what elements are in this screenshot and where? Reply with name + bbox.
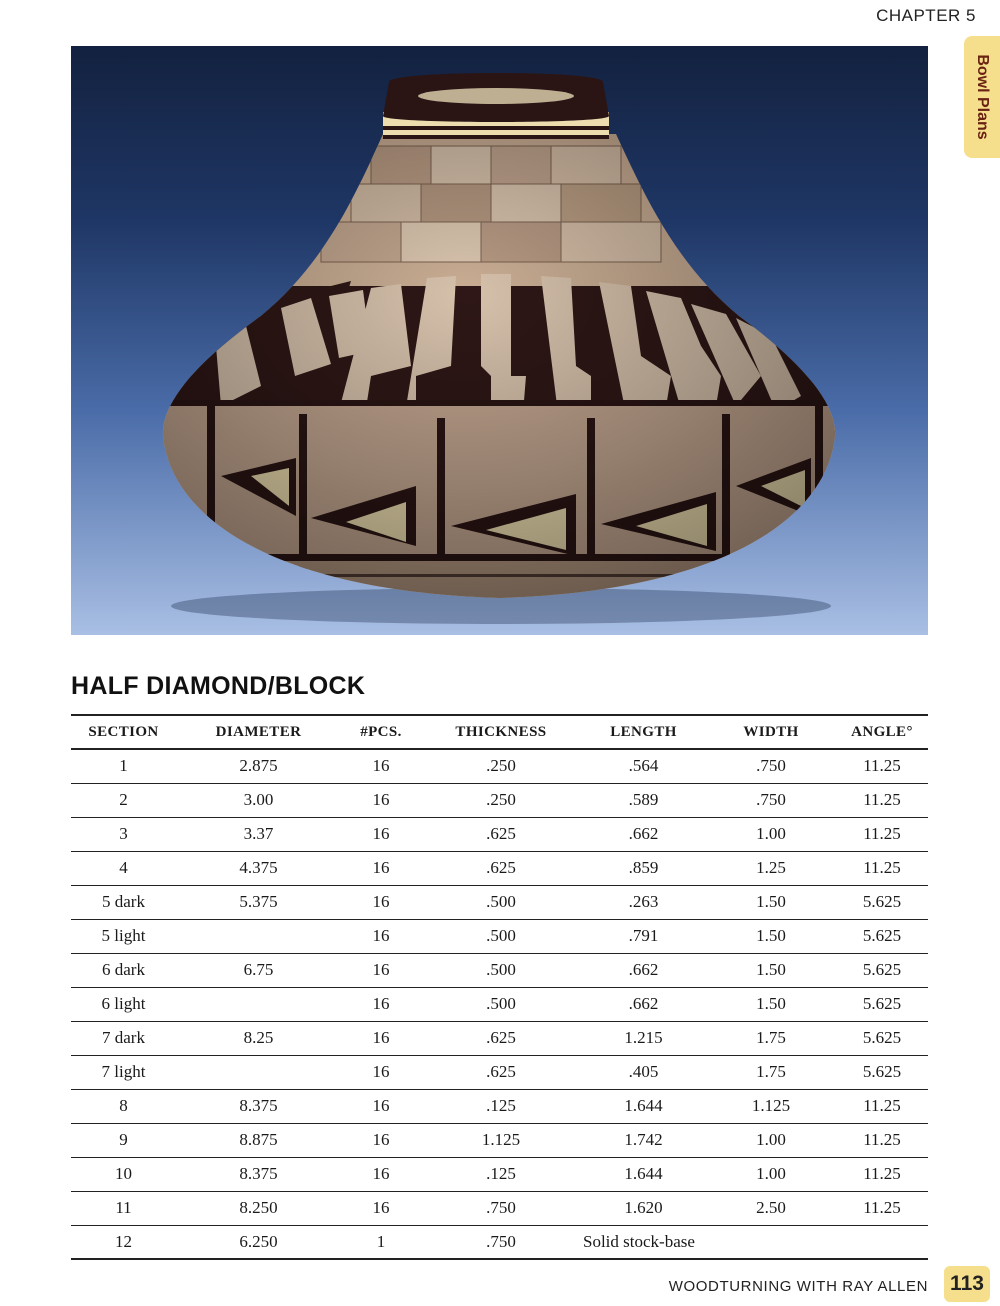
cell-pieces: 1: [341, 1225, 421, 1259]
cell-length: .564: [581, 749, 706, 783]
cell-section: 9: [71, 1123, 176, 1157]
cell-section: 5 dark: [71, 885, 176, 919]
chapter-label: CHAPTER 5: [876, 6, 976, 25]
cell-pieces: 16: [341, 1055, 421, 1089]
cell-diameter: 3.37: [176, 817, 341, 851]
cell-angle: 11.25: [836, 1089, 928, 1123]
cell-diameter: 5.375: [176, 885, 341, 919]
cell-length: 1.215: [581, 1021, 706, 1055]
cell-thickness: 1.125: [421, 1123, 581, 1157]
cell-width: .750: [706, 783, 836, 817]
cell-width: 1.75: [706, 1055, 836, 1089]
column-header-diameter: DIAMETER: [176, 715, 341, 749]
cell-section: 6 dark: [71, 953, 176, 987]
cell-pieces: 16: [341, 885, 421, 919]
chapter-tab-label: Bowl Plans: [974, 54, 991, 140]
cell-angle: 11.25: [836, 817, 928, 851]
cell-thickness: .500: [421, 919, 581, 953]
cell-pieces: 16: [341, 749, 421, 783]
cell-length: .662: [581, 817, 706, 851]
cell-width: 1.50: [706, 987, 836, 1021]
cell-width: .750: [706, 749, 836, 783]
cell-diameter: 6.250: [176, 1225, 341, 1259]
cell-thickness: .625: [421, 1021, 581, 1055]
cell-pieces: 16: [341, 919, 421, 953]
cell-diameter: 8.250: [176, 1191, 341, 1225]
table-row: [71, 1225, 928, 1259]
cell-angle: 11.25: [836, 749, 928, 783]
cell-width: 1.25: [706, 851, 836, 885]
table-row: [71, 1123, 928, 1157]
cell-angle: 5.625: [836, 1055, 928, 1089]
cell-pieces: 16: [341, 817, 421, 851]
cell-section: 10: [71, 1157, 176, 1191]
cell-width: 1.50: [706, 919, 836, 953]
cell-note: Solid stock-base: [581, 1225, 928, 1259]
table-row: [71, 1191, 928, 1225]
table-row: [71, 851, 928, 885]
cell-angle: 11.25: [836, 851, 928, 885]
cell-angle: 5.625: [836, 1021, 928, 1055]
cell-width: 1.50: [706, 953, 836, 987]
table-row: [71, 817, 928, 851]
table-row: [71, 885, 928, 919]
vessel-illustration: [71, 46, 928, 635]
cell-angle: 11.25: [836, 783, 928, 817]
cell-length: .263: [581, 885, 706, 919]
cut-list-table: [71, 714, 928, 1260]
table-row: [71, 1157, 928, 1191]
cell-thickness: .625: [421, 1055, 581, 1089]
cell-length: 1.742: [581, 1123, 706, 1157]
table-row: [71, 987, 928, 1021]
cell-section: 1: [71, 749, 176, 783]
section-title: HALF DIAMOND/BLOCK: [71, 672, 366, 700]
cell-angle: 11.25: [836, 1191, 928, 1225]
table-row: [71, 749, 928, 783]
cell-thickness: .750: [421, 1225, 581, 1259]
cell-diameter: [176, 987, 341, 1021]
cell-length: .662: [581, 953, 706, 987]
cell-width: 1.00: [706, 1157, 836, 1191]
cell-length: 1.644: [581, 1089, 706, 1123]
cell-thickness: .625: [421, 817, 581, 851]
column-header-section: SECTION: [71, 715, 176, 749]
cell-thickness: .125: [421, 1089, 581, 1123]
cell-length: .859: [581, 851, 706, 885]
table-header-row: [71, 715, 928, 749]
cell-thickness: .250: [421, 749, 581, 783]
cell-pieces: 16: [341, 1191, 421, 1225]
cell-pieces: 16: [341, 1157, 421, 1191]
vessel-body: [151, 126, 851, 611]
cell-angle: 11.25: [836, 1123, 928, 1157]
cell-thickness: .500: [421, 953, 581, 987]
column-header-length: LENGTH: [581, 715, 706, 749]
cell-thickness: .500: [421, 885, 581, 919]
cell-thickness: .250: [421, 783, 581, 817]
vessel-photo: [71, 46, 928, 635]
cell-thickness: .625: [421, 851, 581, 885]
cell-thickness: .125: [421, 1157, 581, 1191]
cell-pieces: 16: [341, 987, 421, 1021]
cell-section: 11: [71, 1191, 176, 1225]
chapter-tab: [964, 36, 1000, 158]
cell-thickness: .750: [421, 1191, 581, 1225]
cell-width: 1.75: [706, 1021, 836, 1055]
table-row: [71, 1055, 928, 1089]
column-header-angle: ANGLE°: [836, 715, 928, 749]
cell-section: 8: [71, 1089, 176, 1123]
cell-angle: 5.625: [836, 987, 928, 1021]
cell-diameter: 4.375: [176, 851, 341, 885]
table-row: [71, 919, 928, 953]
cell-diameter: 8.375: [176, 1089, 341, 1123]
cell-width: 1.00: [706, 817, 836, 851]
cell-diameter: 3.00: [176, 783, 341, 817]
cell-section: 2: [71, 783, 176, 817]
cell-length: .405: [581, 1055, 706, 1089]
cell-angle: 5.625: [836, 885, 928, 919]
cell-width: 1.00: [706, 1123, 836, 1157]
table-row: [71, 783, 928, 817]
cell-angle: 11.25: [836, 1157, 928, 1191]
cell-length: 1.620: [581, 1191, 706, 1225]
cell-pieces: 16: [341, 953, 421, 987]
page-number: 113: [944, 1266, 990, 1302]
cell-width: 1.125: [706, 1089, 836, 1123]
cell-pieces: 16: [341, 783, 421, 817]
cell-diameter: [176, 1055, 341, 1089]
cell-section: 6 light: [71, 987, 176, 1021]
column-header-thickness: THICKNESS: [421, 715, 581, 749]
cell-diameter: [176, 919, 341, 953]
cell-section: 4: [71, 851, 176, 885]
cell-section: 7 dark: [71, 1021, 176, 1055]
cell-pieces: 16: [341, 1123, 421, 1157]
cell-section: 3: [71, 817, 176, 851]
column-header-width: WIDTH: [706, 715, 836, 749]
cell-angle: 5.625: [836, 953, 928, 987]
cell-diameter: 8.875: [176, 1123, 341, 1157]
cell-angle: 5.625: [836, 919, 928, 953]
cell-section: 12: [71, 1225, 176, 1259]
cell-width: 1.50: [706, 885, 836, 919]
cell-width: 2.50: [706, 1191, 836, 1225]
cell-thickness: .500: [421, 987, 581, 1021]
cell-pieces: 16: [341, 851, 421, 885]
cell-diameter: 8.375: [176, 1157, 341, 1191]
column-header-pieces: #PCS.: [341, 715, 421, 749]
cell-length: 1.644: [581, 1157, 706, 1191]
cell-length: .791: [581, 919, 706, 953]
table-row: [71, 953, 928, 987]
cell-length: .589: [581, 783, 706, 817]
cell-pieces: 16: [341, 1089, 421, 1123]
table-row: [71, 1089, 928, 1123]
cell-section: 7 light: [71, 1055, 176, 1089]
cell-length: .662: [581, 987, 706, 1021]
cell-diameter: 6.75: [176, 953, 341, 987]
cell-pieces: 16: [341, 1021, 421, 1055]
table-row: [71, 1021, 928, 1055]
book-title-footer: WOODTURNING WITH RAY ALLEN: [668, 1278, 928, 1295]
cell-diameter: 2.875: [176, 749, 341, 783]
cell-diameter: 8.25: [176, 1021, 341, 1055]
cell-section: 5 light: [71, 919, 176, 953]
